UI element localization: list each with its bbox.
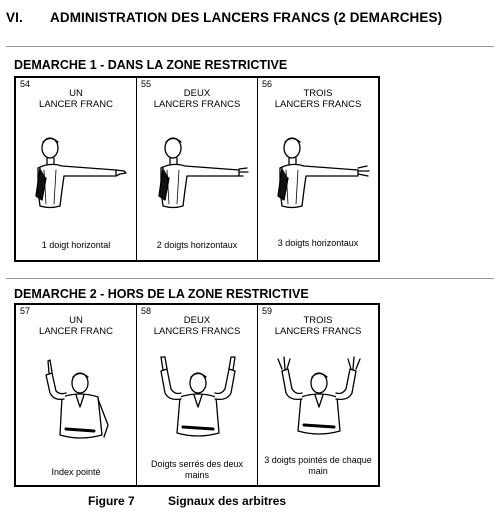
referee-horizontal-arm-illustration (137, 78, 259, 260)
referee-horizontal-arm-illustration (258, 78, 380, 260)
section-title (6, 10, 442, 25)
section-number: VI. (6, 10, 23, 25)
demarche-1-panels (14, 76, 380, 262)
figure-title: Signaux des arbitres (168, 494, 287, 508)
signal-panel-54 (16, 78, 137, 260)
referee-horizontal-arm-illustration (16, 78, 138, 260)
figure-caption (88, 494, 286, 508)
section-heading: ADMINISTRATION DES LANCERS FRANCS (2 DEMARCHES) (50, 10, 443, 25)
referee-raised-arms-illustration (137, 305, 259, 485)
panel-caption: 3 doigts horizontaux (277, 238, 359, 248)
referee-raised-arms-illustration (16, 305, 138, 485)
signal-panel-59 (258, 305, 378, 485)
panel-caption: 3 doigts pointés de chaque main (264, 455, 372, 476)
panel-title: DEUX LANCERS FRANCS (153, 88, 241, 110)
signal-panel-55 (137, 78, 258, 260)
panel-title: TROIS LANCERS FRANCS (274, 315, 362, 337)
demarche-2-panels (14, 303, 380, 487)
demarche-2-heading: DEMARCHE 2 - HORS DE LA ZONE RESTRICTIVE (14, 287, 309, 301)
signal-panel-56 (258, 78, 378, 260)
signal-panel-57 (16, 305, 137, 485)
panel-title: TROIS LANCERS FRANCS (274, 88, 362, 110)
panel-caption: Index pointé (51, 467, 101, 477)
divider (6, 46, 494, 47)
panel-title: UN LANCER FRANC (39, 315, 113, 337)
demarche-1-heading: DEMARCHE 1 - DANS LA ZONE RESTRICTIVE (14, 58, 288, 72)
signal-panel-58 (137, 305, 258, 485)
panel-title: UN LANCER FRANC (39, 88, 113, 110)
figure-label: Figure 7 (88, 494, 135, 508)
panel-caption: 2 doigts horizontaux (156, 240, 238, 250)
panel-number: 57 (20, 306, 31, 316)
panel-number: 56 (262, 79, 273, 89)
panel-number: 59 (262, 306, 273, 316)
panel-number: 55 (141, 79, 152, 89)
panel-number: 58 (141, 306, 152, 316)
panel-title: DEUX LANCERS FRANCS (153, 315, 241, 337)
divider (6, 278, 494, 279)
panel-caption: Doigts serrés des deux mains (150, 459, 244, 480)
panel-caption: 1 doigt horizontal (41, 240, 111, 250)
panel-number: 54 (20, 79, 31, 89)
